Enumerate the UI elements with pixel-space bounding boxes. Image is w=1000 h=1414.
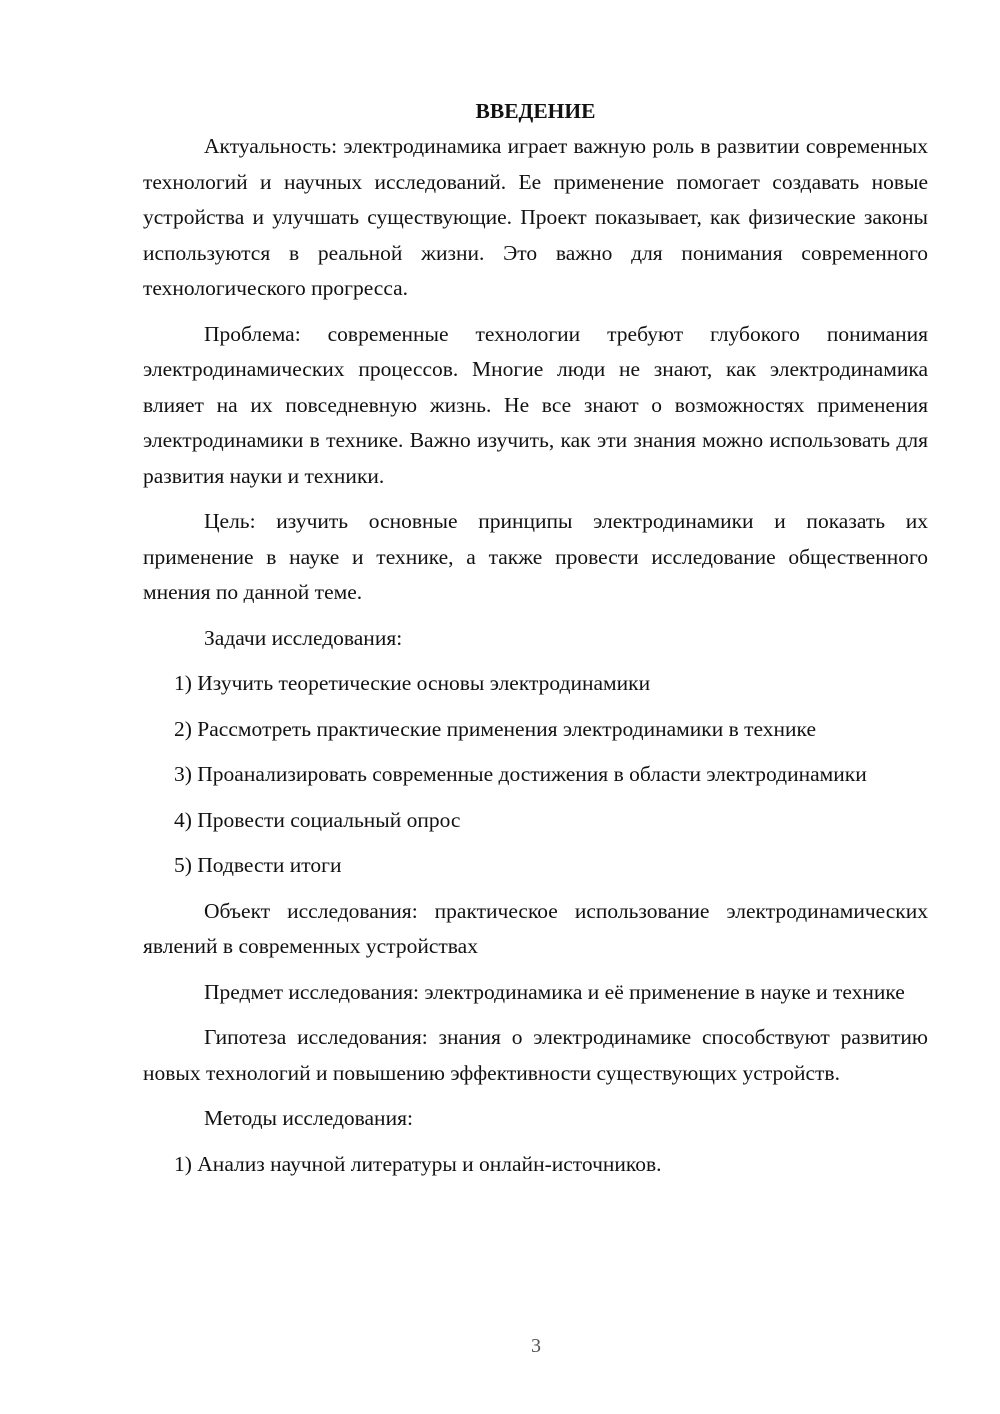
task-item-2: 2) Рассмотреть практические применения электродинамики в технике — [174, 716, 817, 741]
paragraph-relevance: Актуальность: электродинамика играет важную роль в развитии современных технологий и научных исследований. Ее применение помогает создавать новые устройства и улучшать существующие. Проект показывает, как физические законы используются в реальной жизни. Это важно для понимания современного технологического прогресса. — [143, 134, 928, 300]
paragraph-tasks-heading: Задачи исследования: — [204, 625, 403, 650]
paragraph-methods-heading: Методы исследования: — [204, 1106, 413, 1130]
task-item-1: 1) Изучить теоретические основы электродинамики — [174, 671, 651, 695]
task-item-5: 5) Подвести итоги — [174, 853, 342, 877]
task-item-3: 3) Проанализировать современные достижения в области электродинамики — [174, 762, 867, 786]
paragraph-goal: Цель: изучить основные принципы электродинамики и показать их применение в науке и технике, а также провести исследование общественного мнения по данной теме. — [143, 509, 928, 604]
paragraph-object: Объект исследования: практическое использование электродинамических явлений в современных устройствах — [143, 898, 928, 958]
page-content — [143, 94, 928, 1192]
paragraph-problem: Проблема: современные технологии требуют глубокого понимания электродинамических процессов. Многие люди не знают, как электродинамика влияет на их повседневную жизнь. Не все знают о возможностях применения электродинамики в технике. Важно изучить, как эти знания можно использовать для развития науки и техники. — [143, 321, 928, 488]
paragraph-subject: Предмет исследования: электродинамика и её применение в науке и технике — [204, 979, 905, 1004]
method-item-1: 1) Анализ научной литературы и онлайн-источников. — [174, 1151, 662, 1176]
paragraph-hypothesis: Гипотеза исследования: знания о электродинамике способствуют развитию новых технологий и повышению эффективности существующих устройств. — [143, 1025, 928, 1085]
task-item-4: 4) Провести социальный опрос — [174, 807, 461, 832]
section-title: ВВЕДЕНИЕ — [475, 99, 596, 123]
page-number: 3 — [531, 1335, 541, 1357]
